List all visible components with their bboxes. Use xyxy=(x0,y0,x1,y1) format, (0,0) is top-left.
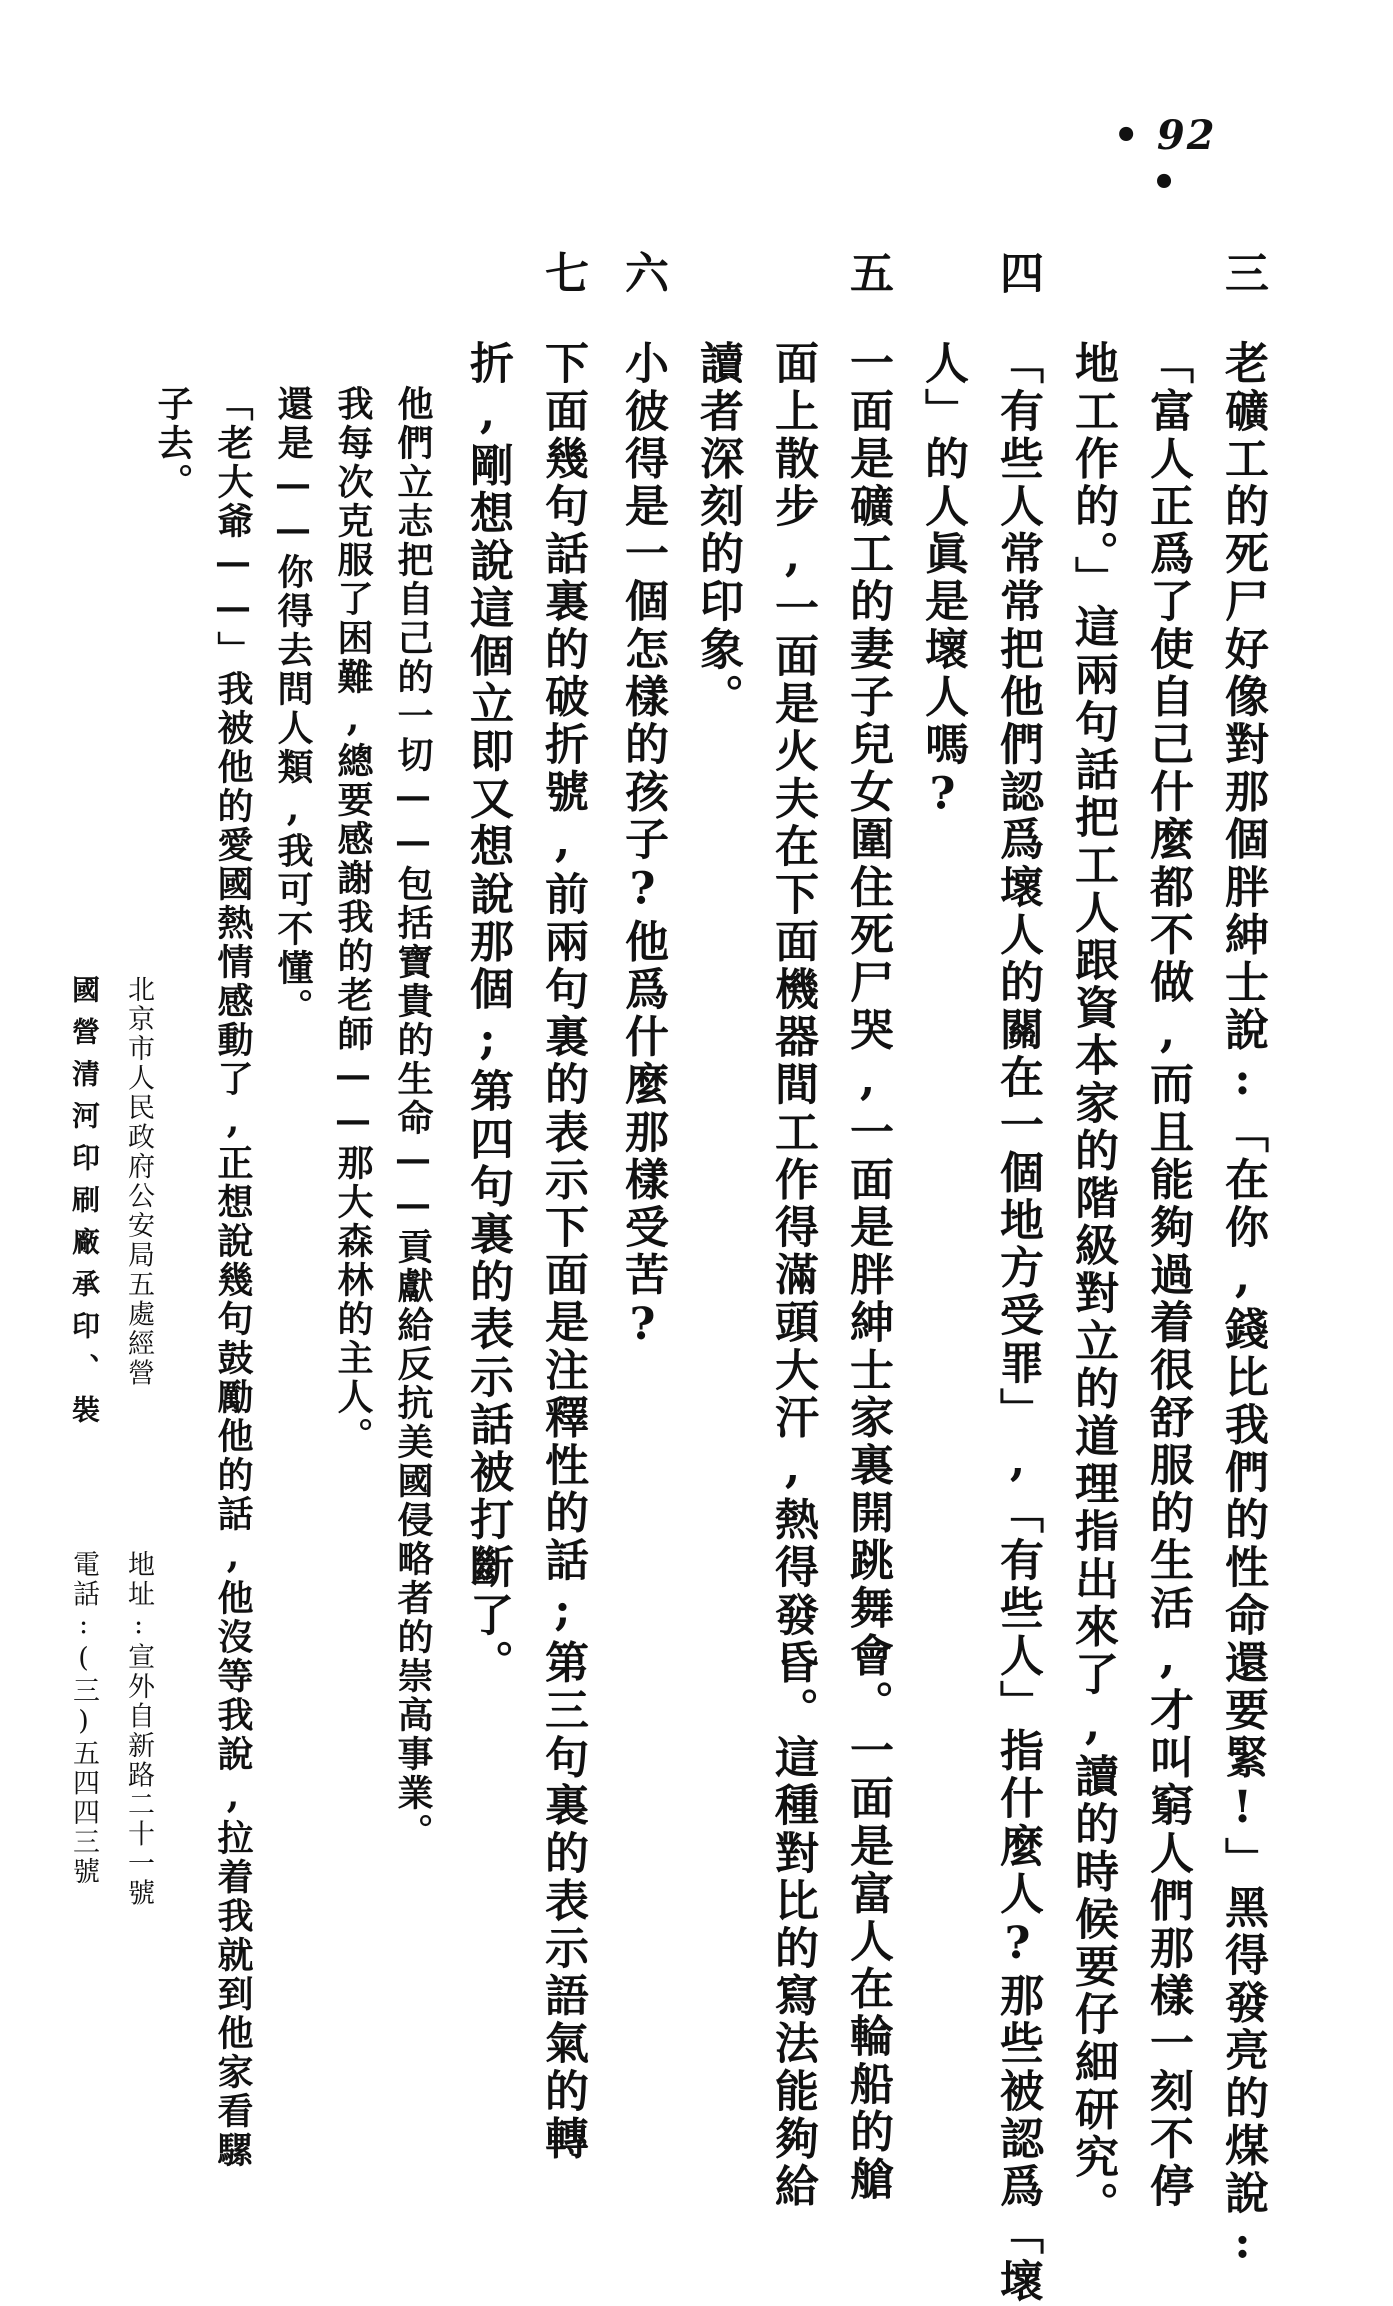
imprint-printer: 國營清河印刷廠承印、裝 xyxy=(68,975,101,1437)
example-sentence-2: 我每次克服了困難,總要感謝我的老師——那大森林的主人。 xyxy=(332,385,374,1456)
exercise-3-line-3: 地工作的。」這兩句話把工人跟資本家的階級對立的道理指出來了,讀的時候要仔細研究。 xyxy=(1067,340,1118,2229)
exercise-3-line-1: 老礦工的死尸好像對那個胖紳士說:「在你,錢比我們的性命還要緊!」黑得發亮的煤說: xyxy=(1217,340,1268,2272)
exercise-4-line-1: 「有些人常常把他們認爲壞人的關在一個地方受罪」,「有些人」指什麼人?那些被認爲「壞 xyxy=(992,340,1043,2306)
exercise-number-3: 三 xyxy=(1217,250,1268,294)
example-sentence-3: 還是——你得去問人類,我可不懂。 xyxy=(272,385,314,1027)
exercise-5-line-3: 讀者深刻的印象。 xyxy=(692,340,743,721)
exercise-5-line-1: 一面是礦工的妻子兒女圍住死尸哭,一面是胖紳士家裏開跳舞會。一面是富人在輪船的艙 xyxy=(842,340,893,2204)
imprint-phone: 電話:(三)五四四三號 xyxy=(68,1550,99,1887)
page-number: • 92 • xyxy=(1113,112,1217,206)
imprint-address: 地址:宣外自新路二十一號 xyxy=(123,1550,154,1908)
exercise-5-line-2: 面上散步,一面是火夫在下面機器間工作得滿頭大汗,熱得發昏。這種對比的寫法能夠給 xyxy=(767,340,818,2211)
exercise-7-line-1: 下面幾句話裏的破折號,前兩句裏的表示下面是注釋性的話;第三句裏的表示語氣的轉 xyxy=(537,340,588,2163)
example-sentence-4: 「老大爺——」我被他的愛國熱情感動了,正想說幾句鼓勵他的話,他沒等我說,拉着我就到他家看騾 xyxy=(212,385,254,2170)
exercise-6-line-1: 小彼得是一個怎樣的孩子?他爲什麼那樣受苦? xyxy=(617,340,668,1354)
exercise-4-line-2: 人」的人眞是壞人嗎? xyxy=(917,340,968,823)
exercise-7-line-2: 折,剛想說這個立即又想說那個;第四句裏的表示話被打斷了。 xyxy=(462,340,513,1687)
exercise-number-6: 六 xyxy=(617,250,668,294)
imprint-publisher: 北京市人民政府公安局五處經營 xyxy=(123,975,154,1388)
example-sentence-1: 他們立志把自己的一切——包括寶貴的生命——貢獻給反抗美國侵略者的崇高事業。 xyxy=(392,385,434,1852)
exercise-number-4: 四 xyxy=(992,250,1043,294)
exercise-3-line-2: 「富人正爲了使自己什麼都不做,而且能夠過着很舒服的生活,才叫窮人們那樣一刻不停 xyxy=(1142,340,1193,2211)
example-sentence-4-cont: 子去。 xyxy=(152,385,194,502)
exercise-number-5: 五 xyxy=(842,250,893,294)
exercise-number-7: 七 xyxy=(537,250,588,294)
